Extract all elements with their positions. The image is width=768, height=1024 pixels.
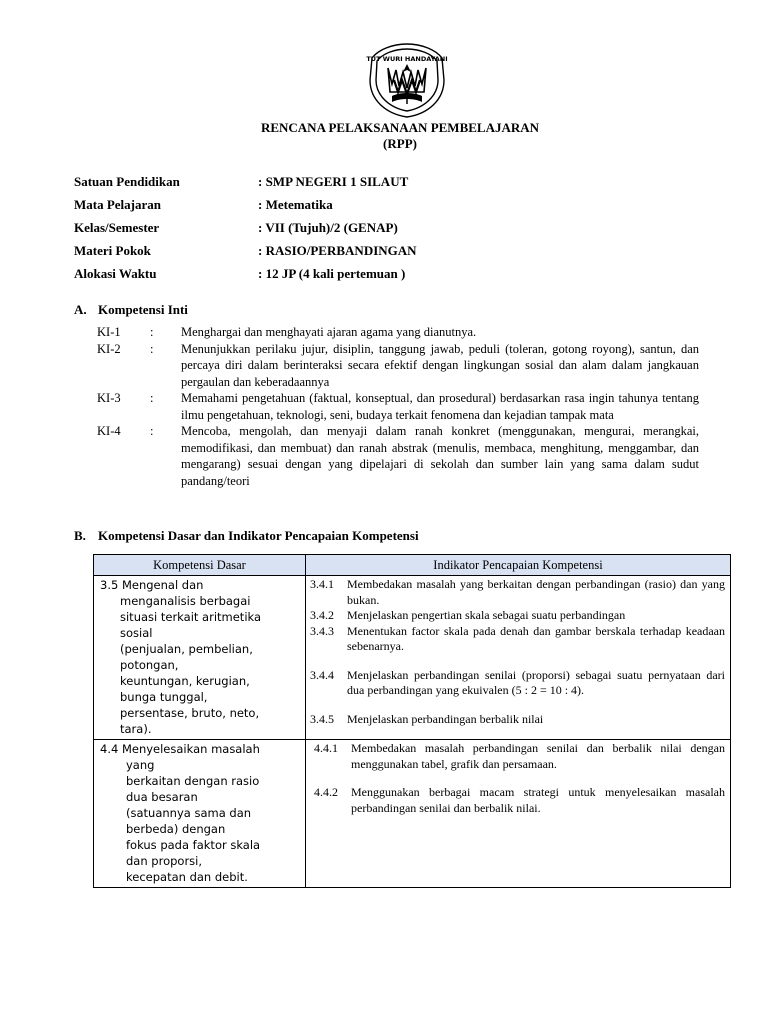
indicator-text: Membedakan masalah yang berkaitan dengan perbandingan (rasio) dan yang bukan.: [347, 577, 725, 607]
indicator-text: Membedakan masalah perbandingan senilai dan berbalik nilai dengan menggunakan tabel, grafik dan persamaan.: [351, 741, 725, 771]
kompetensi-inti-list: [97, 324, 699, 489]
ki-code: KI-2: [97, 341, 121, 356]
ki-colon: :: [150, 391, 154, 405]
indicator-number: 3.4.4: [310, 667, 334, 682]
indicator-text: Menjelaskan perbandingan senilai (proporsi) sebagai suatu pernyataan dari dua perbandingan yang ekuivalen (5 : 2 = 10 : 4).: [347, 667, 725, 697]
info-value: : SMP NEGERI 1 SILAUT: [258, 173, 409, 189]
ki-colon: :: [150, 341, 154, 356]
indicator-text: Menentukan factor skala pada denah dan gambar berskala terhadap keadaan sebenarnya.: [347, 623, 725, 653]
indicator-text: Menjelaskan perbandingan berbalik nilai: [347, 711, 544, 726]
table-header-row: [94, 555, 731, 576]
info-value: : 12 JP (4 kali pertemuan ): [258, 265, 406, 281]
info-label: Alokasi Waktu: [74, 265, 157, 281]
indicator-item: [308, 608, 725, 624]
info-row-satuan: [74, 170, 417, 193]
kd-line: fokus pada faktor skala: [126, 838, 261, 852]
kd-line: bunga tunggal,: [120, 690, 208, 704]
section-letter: A.: [74, 302, 87, 317]
ki-text: Mencoba, mengolah, dan menyaji dalam ranah konkret (menggunakan, mengurai, merangkai, memodifikasi, dan membuat) dan ranah abstrak (menulis, membaca, menghitung, menggambar, dan mengarang) sesuai dengan yang dipelajari di sekolah dan sumber lain yang sama dalam sudut pandang/teori: [181, 424, 699, 488]
ki-text: Menghargai dan menghayati ajaran agama yang dianutnya.: [181, 325, 477, 339]
kd-indikator-table: [93, 554, 731, 888]
ki-item: [97, 341, 699, 391]
indicator-number: 3.4.1: [310, 577, 334, 591]
tut-wuri-handayani-logo: [364, 40, 450, 120]
indicator-number: 4.4.1: [314, 741, 338, 755]
header-kompetensi-dasar: Kompetensi Dasar: [94, 555, 306, 576]
info-label: Satuan Pendidikan: [74, 173, 180, 189]
kd-line: dan proporsi,: [126, 854, 203, 868]
indicator-text: Menggunakan berbagai macam strategi untuk menyelesaikan masalah perbandingan senilai dan berbalik nilai.: [351, 785, 725, 815]
kd-cell: [94, 740, 306, 888]
identity-block: [74, 170, 417, 285]
kd-line: (satuannya sama dan: [126, 806, 252, 820]
info-row-alokasi: [74, 262, 417, 285]
kd-line: tara).: [120, 722, 152, 736]
section-a-heading: [74, 302, 188, 318]
document-title: RENCANA PELAKSANAAN PEMBELAJARAN: [260, 120, 540, 135]
section-b-heading: [74, 528, 419, 544]
indicator-item: [308, 577, 725, 608]
kd-line: menganalisis berbagai: [120, 594, 251, 608]
indicator-number: 4.4.2: [314, 785, 338, 799]
kd-line: berbeda) dengan: [126, 822, 226, 836]
ki-text: Menunjukkan perilaku jujur, disiplin, tanggung jawab, peduli (toleran, gotong royong), santun, dan percaya diri dalam berinteraksi secara efektif dengan lingkungan sosial dan alam dalam jangkauan pergaulan dan keberadaannya: [181, 341, 699, 389]
kd-cell: [94, 576, 306, 740]
indicator-item: [312, 785, 725, 816]
kd-line: situasi terkait aritmetika: [120, 610, 262, 624]
kd-line: kecepatan dan debit.: [126, 870, 248, 884]
indicator-number: 3.4.5: [310, 711, 334, 726]
indicator-item: [312, 741, 725, 772]
header-indikator: Indikator Pencapaian Kompetensi: [306, 555, 731, 576]
indicator-number: 3.4.3: [310, 623, 334, 638]
info-label: Kelas/Semester: [74, 219, 160, 235]
section-letter: B.: [74, 528, 86, 543]
indicator-item: [308, 712, 725, 728]
kd-line: yang: [126, 758, 155, 772]
ki-code: KI-3: [97, 391, 121, 405]
info-label: Materi Pokok: [74, 242, 151, 258]
ki-item: [97, 390, 699, 423]
section-title: Kompetensi Inti: [98, 302, 188, 317]
indicator-item: [308, 624, 725, 655]
ki-colon: :: [150, 325, 154, 339]
info-row-materi: [74, 239, 417, 262]
kd-line: 4.4 Menyelesaikan masalah: [100, 742, 260, 756]
logo-text: TUT WURI HANDAYANI: [366, 55, 448, 63]
kd-line: dua besaran: [126, 790, 198, 804]
info-value: : Metematika: [258, 196, 333, 212]
indicator-number: 3.4.2: [310, 608, 334, 622]
indikator-cell: [306, 740, 731, 888]
indikator-cell: [306, 576, 731, 740]
kd-line: potongan,: [120, 658, 179, 672]
info-value: : VII (Tujuh)/2 (GENAP): [258, 219, 398, 235]
table-row: [94, 576, 731, 740]
document-subtitle: (RPP): [383, 136, 417, 151]
kd-line: (penjualan, pembelian,: [120, 642, 253, 656]
ki-item: [97, 324, 699, 341]
info-label: Mata Pelajaran: [74, 196, 162, 212]
indicator-text: Menjelaskan pengertian skala sebagai suatu perbandingan: [347, 608, 626, 622]
kd-line: 3.5 Mengenal dan: [100, 578, 204, 592]
ki-item: [97, 423, 699, 489]
kd-line: berkaitan dengan rasio: [126, 774, 260, 788]
ki-text: Memahami pengetahuan (faktual, konseptual, dan prosedural) berdasarkan rasa ingin tahunya tentang ilmu pengetahuan, teknologi, seni, budaya terkait fenomena dan kejadian tampak mata: [181, 391, 699, 422]
kd-line: keuntungan, kerugian,: [120, 674, 250, 688]
kd-line: persentase, bruto, neto,: [120, 706, 260, 720]
indicator-item: [308, 668, 725, 699]
ki-code: KI-4: [97, 424, 121, 438]
info-row-mapel: [74, 193, 417, 216]
section-title: Kompetensi Dasar dan Indikator Pencapaian Kompetensi: [98, 528, 419, 543]
table-row: [94, 740, 731, 888]
kd-line: sosial: [120, 626, 153, 640]
info-value: : RASIO/PERBANDINGAN: [258, 242, 417, 258]
ki-colon: :: [150, 424, 154, 438]
info-row-kelas: [74, 216, 417, 239]
ki-code: KI-1: [97, 325, 121, 339]
